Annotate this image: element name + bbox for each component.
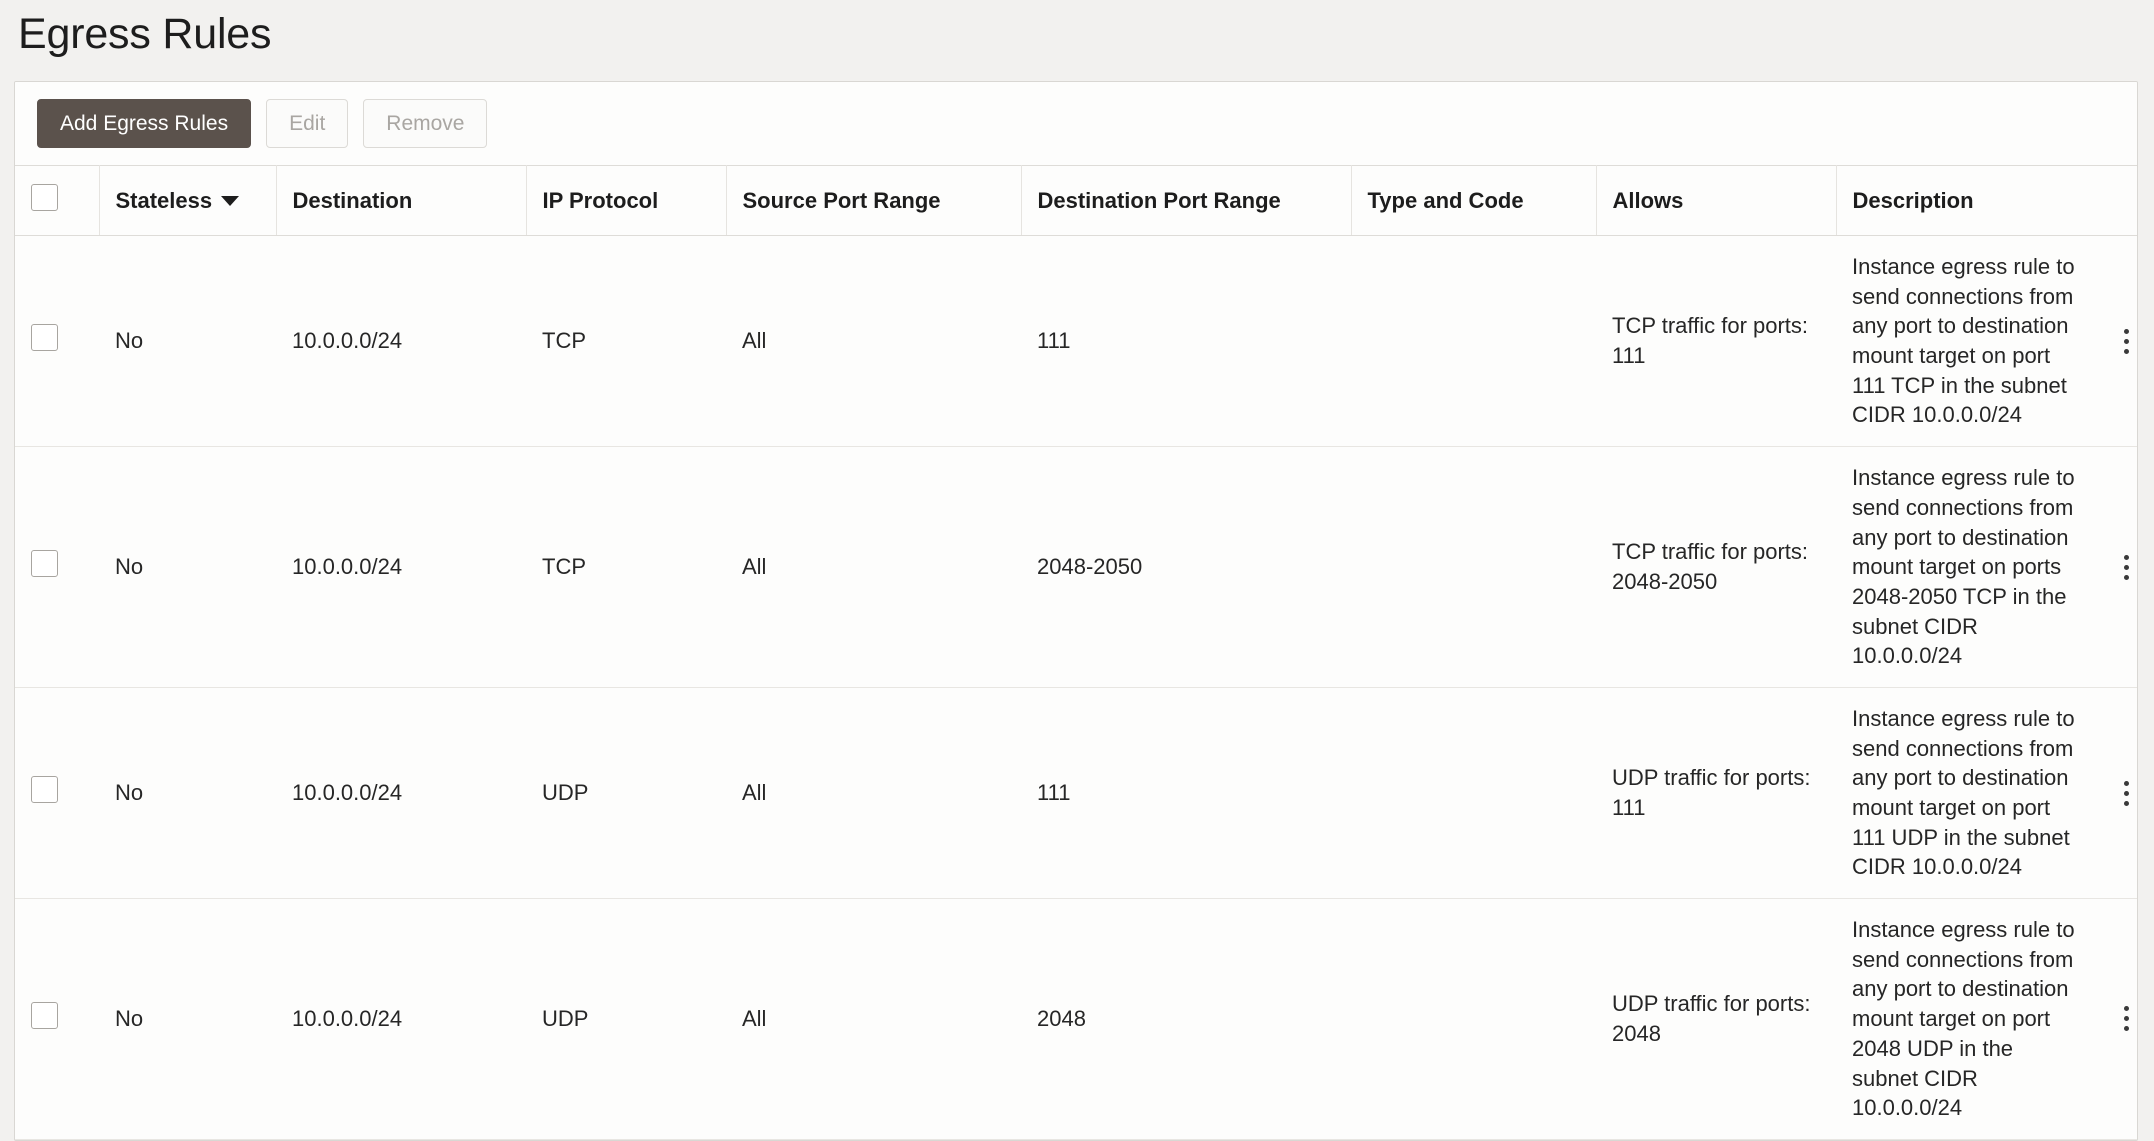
cell-description: Instance egress rule to send connections from any port to destination mount target on port 111 UDP in the subnet CIDR 10.0.0.0/24 <box>1836 687 2096 898</box>
cell-ip-protocol: UDP <box>526 687 726 898</box>
cell-ip-protocol: UDP <box>526 899 726 1140</box>
cell-destination: 10.0.0.0/24 <box>276 899 526 1140</box>
row-checkbox[interactable] <box>31 1002 58 1029</box>
egress-rules-table <box>15 165 2138 1140</box>
table-row[interactable] <box>15 899 2138 1140</box>
table-header <box>15 166 2138 236</box>
row-actions-cell <box>2096 899 2138 1140</box>
cell-description: Instance egress rule to send connections from any port to destination mount target on port 111 TCP in the subnet CIDR 10.0.0.0/24 <box>1836 236 2096 447</box>
kebab-menu-icon[interactable] <box>2112 1006 2138 1031</box>
edit-button[interactable]: Edit <box>266 99 348 148</box>
row-actions-cell <box>2096 687 2138 898</box>
cell-stateless: No <box>99 236 276 447</box>
egress-rules-panel <box>14 81 2138 1141</box>
cell-destination-port-range: 2048-2050 <box>1021 447 1351 688</box>
column-header-stateless[interactable] <box>99 166 276 236</box>
select-all-checkbox[interactable] <box>31 184 58 211</box>
cell-ip-protocol: TCP <box>526 447 726 688</box>
cell-allows: TCP traffic for ports: 2048-2050 <box>1596 447 1836 688</box>
row-select-cell <box>15 447 99 688</box>
cell-stateless: No <box>99 687 276 898</box>
column-header-source-port-range[interactable]: Source Port Range <box>726 166 1021 236</box>
header-row <box>15 166 2138 236</box>
cell-type-and-code <box>1351 236 1596 447</box>
kebab-menu-icon[interactable] <box>2112 781 2138 806</box>
cell-description: Instance egress rule to send connections from any port to destination mount target on ports 2048-2050 TCP in the subnet CIDR 10.0.0.0/24 <box>1836 447 2096 688</box>
column-header-allows[interactable]: Allows <box>1596 166 1836 236</box>
column-header-description[interactable]: Description <box>1836 166 2138 236</box>
column-header-destination-port-range[interactable]: Destination Port Range <box>1021 166 1351 236</box>
row-actions-cell <box>2096 447 2138 688</box>
row-select-cell <box>15 236 99 447</box>
cell-source-port-range: All <box>726 899 1021 1140</box>
column-header-ip-protocol[interactable]: IP Protocol <box>526 166 726 236</box>
cell-destination: 10.0.0.0/24 <box>276 447 526 688</box>
cell-allows: UDP traffic for ports: 111 <box>1596 687 1836 898</box>
cell-allows: TCP traffic for ports: 111 <box>1596 236 1836 447</box>
add-egress-rules-button[interactable]: Add Egress Rules <box>37 99 251 148</box>
cell-type-and-code <box>1351 899 1596 1140</box>
column-header-destination[interactable]: Destination <box>276 166 526 236</box>
kebab-menu-icon[interactable] <box>2112 329 2138 354</box>
table-toolbar <box>15 82 2137 165</box>
table-body <box>15 236 2138 1140</box>
sort-desc-icon <box>221 196 239 206</box>
table-row[interactable] <box>15 447 2138 688</box>
row-checkbox[interactable] <box>31 550 58 577</box>
kebab-menu-icon[interactable] <box>2112 555 2138 580</box>
page-container <box>0 10 2154 1141</box>
cell-source-port-range: All <box>726 687 1021 898</box>
row-checkbox[interactable] <box>31 776 58 803</box>
select-all-header <box>15 166 99 236</box>
cell-type-and-code <box>1351 687 1596 898</box>
cell-destination-port-range: 2048 <box>1021 899 1351 1140</box>
cell-source-port-range: All <box>726 236 1021 447</box>
cell-description: Instance egress rule to send connections from any port to destination mount target on port 2048 UDP in the subnet CIDR 10.0.0.0/24 <box>1836 899 2096 1140</box>
cell-source-port-range: All <box>726 447 1021 688</box>
cell-destination: 10.0.0.0/24 <box>276 236 526 447</box>
column-header-type-and-code[interactable]: Type and Code <box>1351 166 1596 236</box>
row-actions-cell <box>2096 236 2138 447</box>
cell-stateless: No <box>99 899 276 1140</box>
column-label-stateless: Stateless <box>115 187 213 213</box>
cell-allows: UDP traffic for ports: 2048 <box>1596 899 1836 1140</box>
cell-ip-protocol: TCP <box>526 236 726 447</box>
table-row[interactable] <box>15 236 2138 447</box>
cell-destination: 10.0.0.0/24 <box>276 687 526 898</box>
page-title: Egress Rules <box>18 10 272 58</box>
row-select-cell <box>15 687 99 898</box>
table-row[interactable] <box>15 687 2138 898</box>
row-checkbox[interactable] <box>31 324 58 351</box>
cell-destination-port-range: 111 <box>1021 236 1351 447</box>
row-select-cell <box>15 899 99 1140</box>
remove-button[interactable]: Remove <box>363 99 487 148</box>
cell-type-and-code <box>1351 447 1596 688</box>
cell-stateless: No <box>99 447 276 688</box>
cell-destination-port-range: 111 <box>1021 687 1351 898</box>
